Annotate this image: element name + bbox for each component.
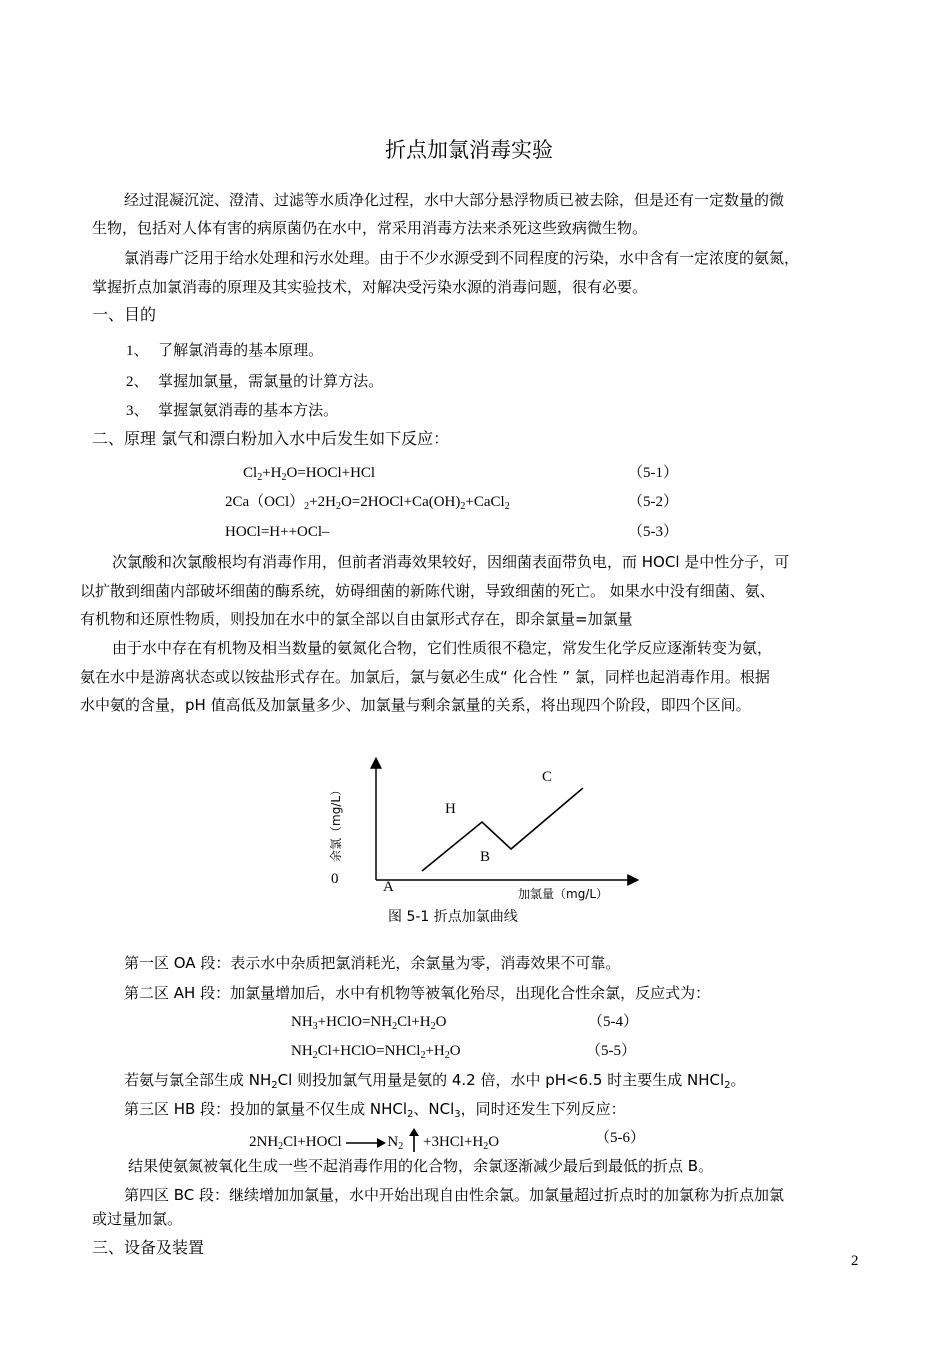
objective-text: 掌握加氯量，需氯量的计算方法。 bbox=[158, 372, 384, 390]
page-title: 折点加氯消毒实验 bbox=[385, 138, 553, 162]
objective-number: 2、 bbox=[126, 374, 149, 390]
point-b-label: B bbox=[480, 849, 491, 865]
point-c-label: C bbox=[542, 769, 553, 785]
principle-paragraph-1-line-3: 有机物和还原性物质，则投加在水中的氯全部以自由氯形式存在，即余氯量=加氯量 bbox=[80, 610, 633, 628]
reaction-arrow-icon bbox=[346, 1137, 386, 1149]
objective-number: 3、 bbox=[126, 403, 149, 419]
figure-caption: 图 5-1 折点加氯曲线 bbox=[388, 909, 518, 925]
equation-number: （5-4） bbox=[588, 1014, 638, 1030]
objective-text: 掌握氯氨消毒的基本方法。 bbox=[158, 401, 339, 419]
equation-5-5: $NH_2Cl+HClO=NHCl_2+H_2O$ bbox=[291, 1043, 461, 1061]
intro-paragraph-2-line-2: 掌握折点加氯消毒的原理及其实验技术，对解决受污染水源的消毒问题，很有必要。 bbox=[92, 278, 648, 296]
zone-2-note: 若氨与氯全部生成 $NH_2Cl$ 则投加氯气用量是氨的 4.2 倍，水中 pH<6.5 时主要生成 NHCl$_2$。 bbox=[124, 1071, 746, 1091]
section-3-heading: 三、设备及装置 bbox=[92, 1238, 205, 1257]
y-axis-label: 余氯（mg/L） bbox=[329, 783, 343, 862]
equation-5-1: $Cl_2+H_2O=HOCl+HCl$ bbox=[243, 465, 376, 483]
principle-paragraph-2-line-2: 氨在水中是游离状态或以铵盐形式存在。加氯后，氯与氨必生成“ 化合性 ” 氯，同样也起消毒作用。根据 bbox=[80, 668, 770, 686]
zone-1-text: 第一区 OA 段：表示水中杂质把氯消耗光，余氯量为零，消毒效果不可靠。 bbox=[124, 954, 621, 972]
gas-release-arrow-icon bbox=[409, 1128, 419, 1152]
zone-4-text-line-1: 第四区 BC 段：继续增加加氯量，水中开始出现自由性余氯。加氯量超过折点时的加氯称为折点加氯 bbox=[124, 1186, 785, 1204]
equation-number: （5-6） bbox=[595, 1130, 645, 1146]
equation-number: （5-3） bbox=[628, 524, 678, 540]
equation-number: （5-5） bbox=[586, 1043, 636, 1059]
zone-4-text-line-2: 或过量加氯。 bbox=[92, 1210, 183, 1228]
principle-paragraph-1-line-2: 以扩散到细菌内部破坏细菌的酶系统，妨碍细菌的新陈代谢，导致细菌的死亡。 如果水中没有细菌、氨、 bbox=[80, 582, 775, 600]
zone-2-text: 第二区 AH 段：加氯量增加后，水中有机物等被氧化殆尽，出现化合性余氯，反应式为： bbox=[124, 984, 711, 1002]
zone-3-result: 结果使氨氮被氧化生成一些不起消毒作用的化合物，余氯逐渐减少最后到最低的折点 B。 bbox=[128, 1157, 714, 1175]
x-axis-label: 加氯量（mg/L） bbox=[518, 887, 609, 901]
section-2-heading: 二、原理 氯气和漂白粉加入水中后发生如下反应： bbox=[92, 429, 450, 448]
point-h-label: H bbox=[445, 801, 456, 817]
equation-5-2: $2Ca(OCl)_2+2H_2O=2HOCl+Ca(OH)_2+CaCl_2$ bbox=[225, 494, 510, 512]
section-1-heading: 一、目的 bbox=[92, 305, 157, 324]
principle-paragraph-1-line-1: 次氯酸和次氯酸根均有消毒作用，但前者消毒效果较好，因细菌表面带负电，而 HOCl 是中性分子，可 bbox=[112, 553, 790, 571]
principle-paragraph-2-line-1: 由于水中存在有机物及相当数量的氨氮化合物，它们性质很不稳定，常发生化学反应逐渐转变为氨， bbox=[112, 639, 773, 657]
intro-paragraph-1-line-1: 经过混凝沉淀、澄清、过滤等水质净化过程，水中大部分悬浮物质已被去除，但是还有一定数量的微 bbox=[124, 191, 785, 209]
point-a-label: A bbox=[383, 879, 394, 895]
intro-paragraph-2-line-1: 氯消毒广泛用于给水处理和污水处理。由于不少水源受到不同程度的污染，水中含有一定浓度的氨氮， bbox=[124, 249, 800, 267]
intro-paragraph-1-line-2: 生物，包括对人体有害的病原菌仍在水中，常采用消毒方法来杀死这些致病微生物。 bbox=[92, 219, 648, 237]
equation-number: （5-1） bbox=[628, 465, 678, 481]
origin-label: 0 bbox=[331, 871, 339, 887]
equation-5-6: $2NH_2Cl+HOCl$ $N_2 +3HCl+H_2O$ bbox=[249, 1128, 499, 1152]
equation-number: （5-2） bbox=[628, 494, 678, 510]
principle-paragraph-2-line-3: 水中氨的含量，pH 值高低及加氯量多少、加氯量与剩余氯量的关系，将出现四个阶段，即四个区间。 bbox=[80, 696, 751, 714]
equation-5-3: HOCl=H++OCl– bbox=[225, 524, 330, 540]
objective-text: 了解氯消毒的基本原理。 bbox=[158, 341, 324, 359]
zone-3-text: 第三区 HB 段：投加的氯量不仅生成 NHCl$_2$、NCl$_3$，同时还发生下列反应： bbox=[124, 1100, 626, 1120]
page-number: 2 bbox=[851, 1253, 859, 1269]
equation-5-4: $NH_3+HClO=NH_2Cl+H_2O$ bbox=[291, 1014, 447, 1032]
objective-number: 1、 bbox=[126, 343, 149, 359]
